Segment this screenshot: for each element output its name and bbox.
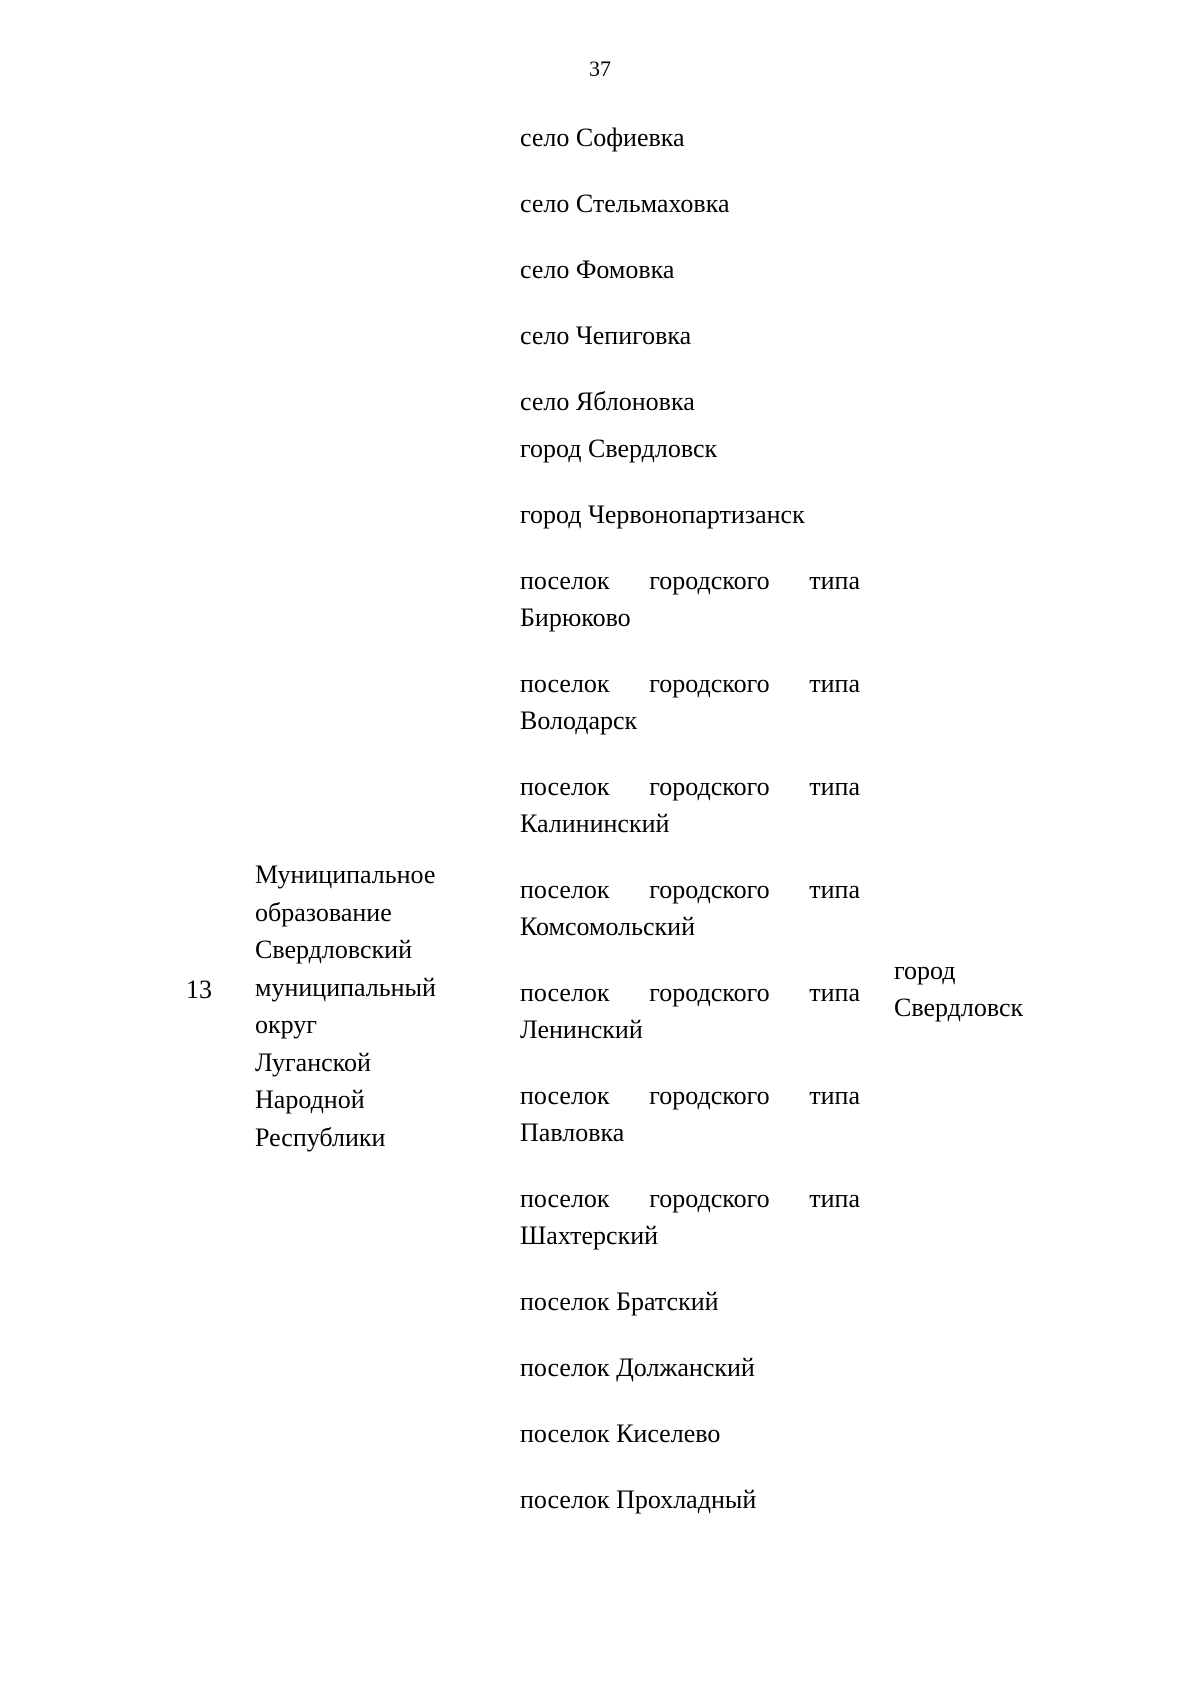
- center-line: город: [894, 956, 956, 985]
- locality-word: городского: [649, 875, 770, 904]
- locality-text: поселок Киселево: [520, 1419, 721, 1448]
- locality-line-2: Володарск: [520, 706, 638, 735]
- locality-item: [520, 768, 860, 842]
- locality-word: поселок: [520, 978, 610, 1007]
- locality-word: поселок: [520, 875, 610, 904]
- locality-item: [520, 1077, 860, 1151]
- locality-word: типа: [809, 669, 860, 698]
- locality-item: [520, 562, 860, 636]
- locality-item: [520, 251, 860, 288]
- locality-word: городского: [649, 566, 770, 595]
- locality-text: село Чепиговка: [520, 321, 692, 350]
- locality-item: [520, 383, 860, 420]
- locality-line-1: [520, 974, 860, 1011]
- locality-item: [520, 1481, 860, 1518]
- locality-item: [520, 974, 860, 1048]
- locality-line-1: [520, 871, 860, 908]
- locality-word: городского: [649, 1184, 770, 1213]
- center-line: Свердловск: [894, 993, 1024, 1022]
- locality-line-2: Комсомольский: [520, 912, 695, 941]
- locality-word: городского: [649, 1081, 770, 1110]
- locality-word: типа: [809, 978, 860, 1007]
- entity-name-line: образование: [255, 897, 392, 927]
- locality-item: [520, 185, 860, 222]
- locality-text: поселок Должанский: [520, 1353, 755, 1382]
- locality-line-1: [520, 562, 860, 599]
- locality-word: городского: [649, 772, 770, 801]
- locality-text: село Софиевка: [520, 123, 685, 152]
- locality-word: поселок: [520, 1081, 610, 1110]
- locality-line-1: [520, 1180, 860, 1217]
- locality-item: [520, 1283, 860, 1320]
- locality-word: типа: [809, 566, 860, 595]
- locality-line-2: Павловка: [520, 1118, 625, 1147]
- locality-item: [520, 430, 860, 467]
- locality-item: [520, 1349, 860, 1386]
- locality-item: [520, 496, 860, 533]
- administrative-center: [894, 952, 1054, 1026]
- locality-word: типа: [809, 875, 860, 904]
- locality-item: [520, 119, 860, 156]
- locality-text: город Червонопартизанск: [520, 500, 805, 529]
- locality-item: [520, 1180, 860, 1254]
- locality-line-2: Шахтерский: [520, 1221, 659, 1250]
- locality-line-2: Калининский: [520, 809, 670, 838]
- row-number: 13: [186, 975, 212, 1004]
- entity-name-word: Луганской: [255, 1047, 371, 1077]
- locality-text: село Стельмаховка: [520, 189, 730, 218]
- locality-item: [520, 665, 860, 739]
- locality-word: поселок: [520, 669, 610, 698]
- locality-text: город Свердловск: [520, 434, 718, 463]
- page-number: 37: [589, 56, 611, 81]
- locality-word: поселок: [520, 566, 610, 595]
- locality-text: село Фомовка: [520, 255, 675, 284]
- locality-text: поселок Братский: [520, 1287, 719, 1316]
- locality-word: типа: [809, 1184, 860, 1213]
- municipal-entity-name: [255, 856, 487, 1156]
- locality-line-1: [520, 665, 860, 702]
- locality-line-2: Бирюково: [520, 603, 631, 632]
- entity-name-line: Муниципальное: [255, 860, 436, 889]
- entity-name-line: [255, 1006, 487, 1081]
- locality-word: городского: [649, 978, 770, 1007]
- locality-line-1: [520, 1077, 860, 1114]
- entity-name-line: Народной: [255, 1085, 365, 1114]
- entity-name-line: Свердловский: [255, 935, 412, 964]
- locality-line-1: [520, 768, 860, 805]
- locality-text: поселок Прохладный: [520, 1485, 757, 1514]
- locality-word: типа: [809, 1081, 860, 1110]
- locality-line-2: Ленинский: [520, 1015, 643, 1044]
- locality-word: поселок: [520, 772, 610, 801]
- locality-word: городского: [649, 669, 770, 698]
- entity-name-line: муниципальный: [255, 972, 436, 1002]
- locality-item: [520, 317, 860, 354]
- locality-word: поселок: [520, 1184, 610, 1213]
- locality-item: [520, 871, 860, 945]
- locality-item: [520, 1415, 860, 1452]
- locality-text: село Яблоновка: [520, 387, 695, 416]
- entity-name-word: округ: [255, 1010, 317, 1039]
- locality-word: типа: [809, 772, 860, 801]
- entity-name-line: Республики: [255, 1122, 386, 1152]
